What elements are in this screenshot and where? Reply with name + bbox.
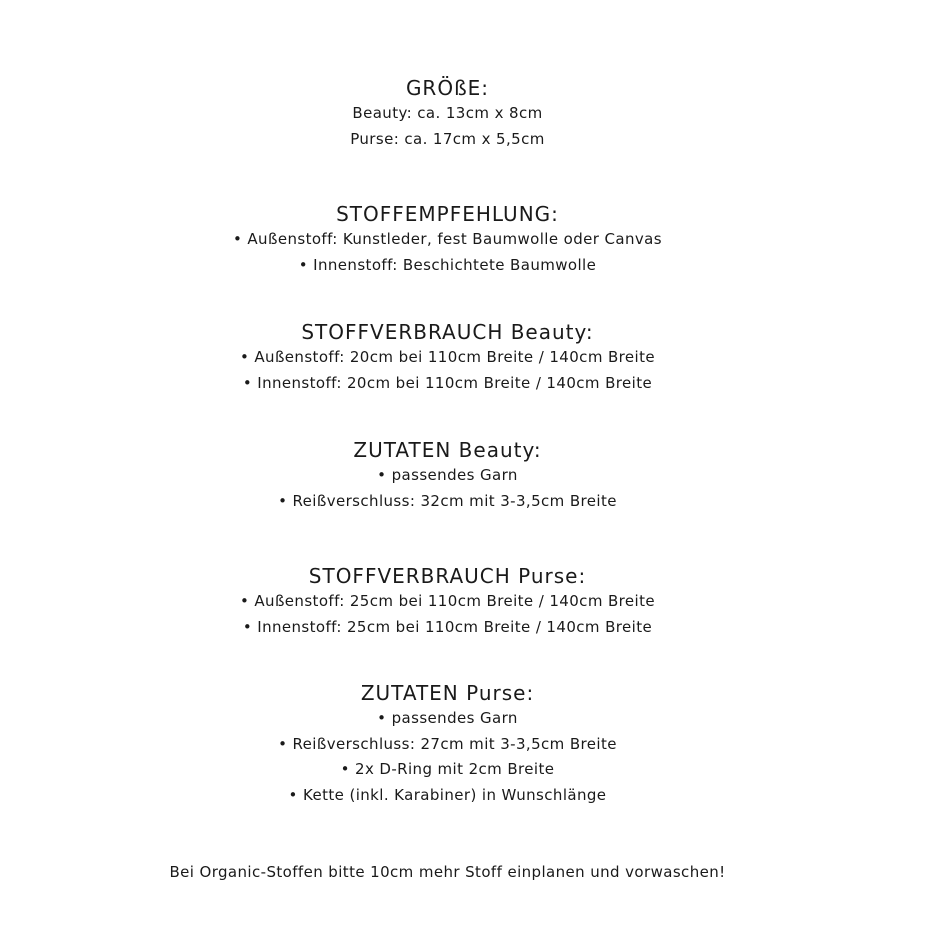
section-heading: ZUTATEN Beauty: xyxy=(353,438,542,462)
section-line: • Außenstoff: Kunstleder, fest Baumwolle oder Canvas xyxy=(232,230,662,248)
section-supplies-purse xyxy=(0,680,895,808)
section-line: Purse: ca. 17cm x 5,5cm xyxy=(350,129,545,148)
section-line: • Außenstoff: 25cm bei 110cm Breite / 140cm Breite xyxy=(239,592,656,610)
section-heading: STOFFEMPFEHLUNG: xyxy=(336,202,559,226)
section-line: • Innenstoff: 20cm bei 110cm Breite / 140cm Breite xyxy=(242,373,653,392)
section-line: • passendes Garn xyxy=(377,709,518,727)
section-line: • 2x D-Ring mit 2cm Breite xyxy=(340,760,555,778)
section-line: • Innenstoff: 25cm bei 110cm Breite / 140cm Breite xyxy=(242,617,653,636)
section-size xyxy=(0,75,895,152)
section-line: Beauty: ca. 13cm x 8cm xyxy=(352,104,543,122)
section-heading: ZUTATEN Purse: xyxy=(360,681,535,705)
section-line: • Kette (inkl. Karabiner) in Wunschlänge xyxy=(288,785,607,804)
section-heading: STOFFVERBRAUCH Beauty: xyxy=(301,320,594,344)
section-heading: STOFFVERBRAUCH Purse: xyxy=(308,564,587,588)
section-line: • Außenstoff: 20cm bei 110cm Breite / 140cm Breite xyxy=(239,348,656,366)
organic-fabric-note: Bei Organic-Stoffen bitte 10cm mehr Stoff einplanen und vorwaschen! xyxy=(169,863,726,881)
section-line: • Reißverschluss: 32cm mit 3-3,5cm Breite xyxy=(278,491,617,510)
section-fabric-usage-beauty xyxy=(0,319,895,396)
section-line: • passendes Garn xyxy=(377,466,518,484)
section-heading: GRÖßE: xyxy=(405,76,490,100)
section-fabric-recommendation xyxy=(0,201,895,278)
section-line: • Innenstoff: Beschichtete Baumwolle xyxy=(298,255,597,274)
section-supplies-beauty xyxy=(0,437,895,514)
section-fabric-usage-purse xyxy=(0,563,895,640)
section-line: • Reißverschluss: 27cm mit 3-3,5cm Breite xyxy=(278,734,617,753)
